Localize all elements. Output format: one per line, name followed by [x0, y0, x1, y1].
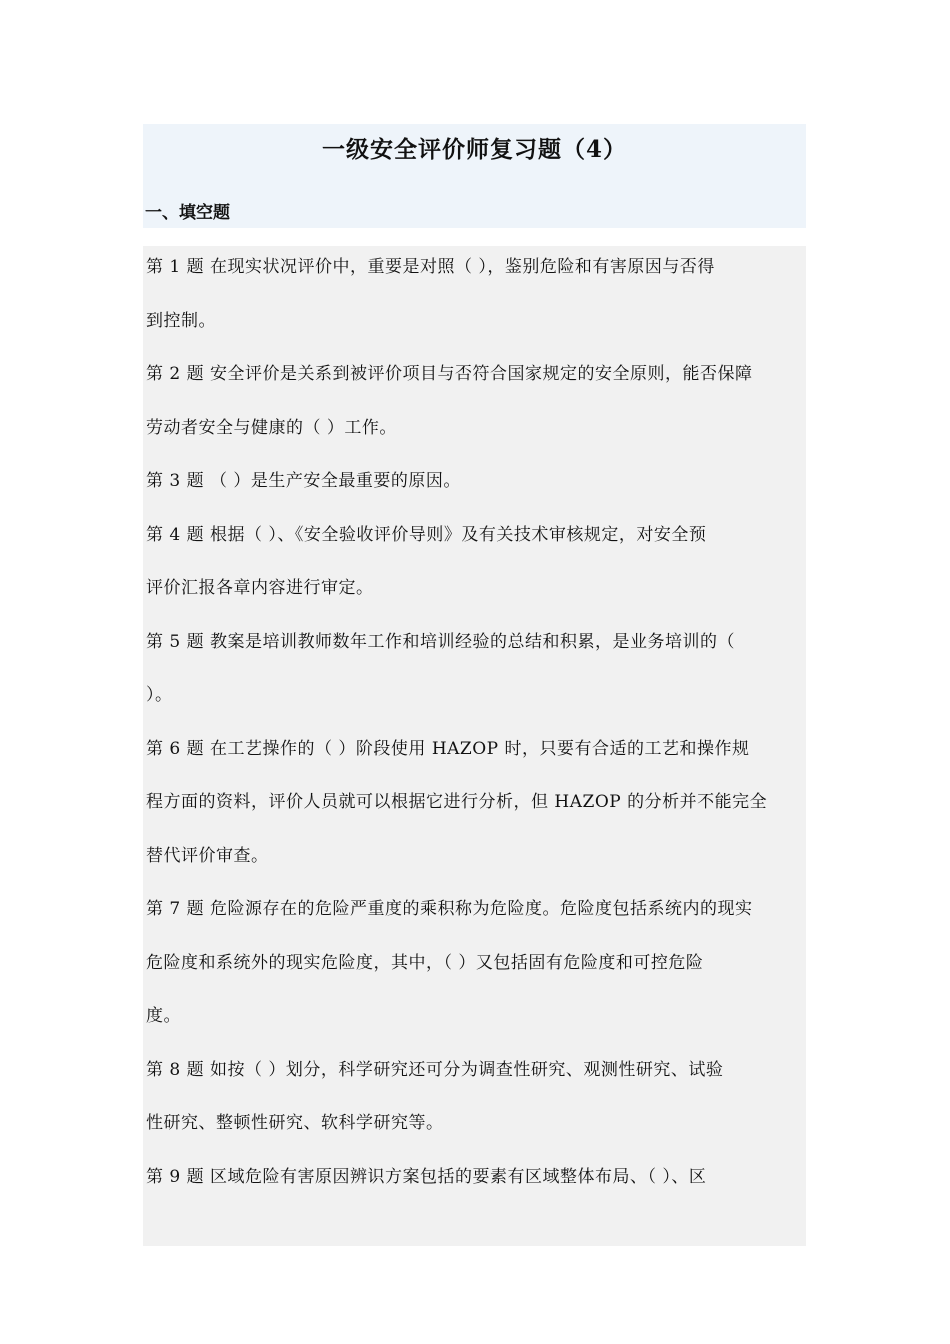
text-line: 到控制。 [146, 311, 216, 331]
text-line: 危险度和系统外的现实危险度，其中，（ ）又包括固有危险度和可控危险 [146, 953, 704, 973]
text-line: 评价汇报各章内容进行审定。 [146, 578, 374, 598]
text-line: 第 9 题 区域危险有害原因辨识方案包括的要素有区域整体布局、（ ）、区 [146, 1167, 707, 1187]
text-line: 第 1 题 在现实状况评价中，重要是对照（ ），鉴别危险和有害原因与否得 [146, 257, 715, 277]
text-line: 性研究、整顿性研究、软科学研究等。 [146, 1113, 444, 1133]
text-line: 替代评价审查。 [146, 846, 269, 866]
text-line: 劳动者安全与健康的（ ）工作。 [146, 418, 397, 438]
text-line: 第 4 题 根据（ ）、《安全验收评价导则》及有关技术审核规定，对安全预 [146, 525, 707, 545]
text-line: 程方面的资料，评价人员就可以根据它进行分析，但 HAZOP 的分析并不能完全 [146, 792, 768, 812]
text-line: 第 6 题 在工艺操作的（ ）阶段使用 HAZOP 时，只要有合适的工艺和操作规 [146, 739, 750, 759]
document-title: 一级安全评价师复习题（4） [321, 136, 627, 163]
section-heading: 一、填空题 [145, 203, 230, 223]
text-line: 第 7 题 危险源存在的危险严重度的乘积称为危险度。危险度包括系统内的现实 [146, 899, 753, 919]
text-line: 第 2 题 安全评价是关系到被评价项目与否符合国家规定的安全原则，能否保障 [146, 364, 753, 384]
title-block [143, 124, 806, 228]
text-line: ）。 [146, 685, 173, 705]
text-line: 第 8 题 如按（ ）划分，科学研究还可分为调查性研究、观测性研究、试验 [146, 1060, 724, 1080]
questions-body [143, 246, 806, 1246]
text-line: 第 3 题 （ ）是生产安全最重要的原因。 [146, 471, 461, 491]
text-line: 第 5 题 教案是培训教师数年工作和培训经验的总结和积累，是业务培训的（ [146, 632, 736, 652]
text-line: 度。 [146, 1006, 181, 1026]
